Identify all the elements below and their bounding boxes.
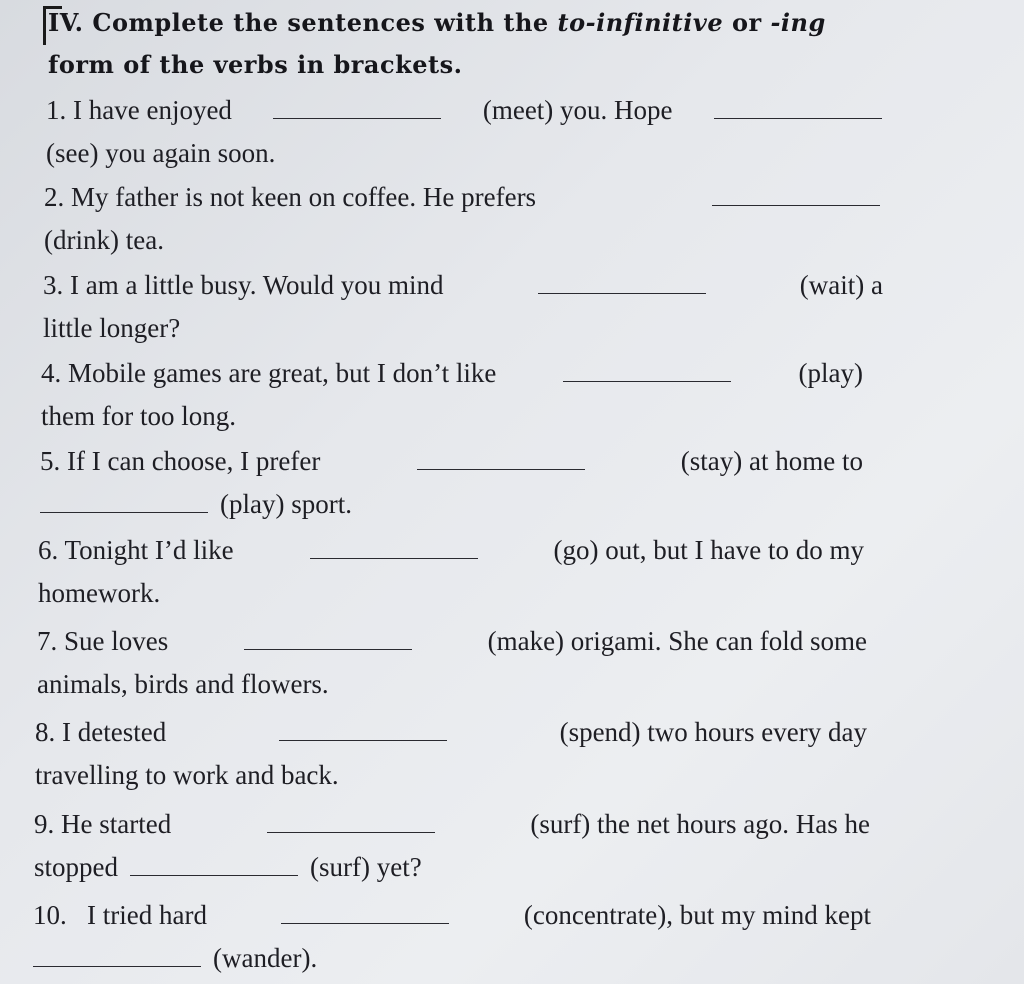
answer-blank[interactable] — [33, 948, 201, 967]
list-item — [41, 352, 863, 438]
item-number: 3. — [43, 270, 64, 300]
item-number: 10. — [33, 900, 67, 930]
item-text: travelling to work and back. — [35, 760, 339, 790]
item-text: (wait) a — [799, 270, 883, 300]
heading-text-1: Complete the sentences with the — [92, 8, 549, 37]
item-text: (surf) yet? — [310, 852, 422, 882]
answer-blank[interactable] — [244, 631, 412, 650]
list-item — [44, 176, 884, 262]
heading-connector: or — [731, 8, 762, 37]
answer-blank[interactable] — [712, 187, 880, 206]
heading-term-infinitive: to-infinitive — [557, 8, 724, 37]
item-number: 2. — [44, 182, 65, 212]
answer-blank[interactable] — [417, 451, 585, 470]
list-item — [34, 803, 870, 889]
answer-blank[interactable] — [563, 363, 731, 382]
item-text: (play) sport. — [220, 489, 352, 519]
item-text: (stay) at home to — [680, 446, 863, 476]
answer-blank[interactable] — [714, 100, 882, 119]
answer-blank[interactable] — [130, 857, 298, 876]
item-number: 8. — [35, 717, 56, 747]
item-text: I detested — [62, 717, 167, 747]
answer-blank[interactable] — [273, 100, 441, 119]
item-text: Tonight I’d like — [64, 535, 234, 565]
item-text: My father is not keen on coffee. He prefers — [71, 182, 537, 212]
item-text: (drink) tea. — [44, 225, 164, 255]
item-text: I tried hard — [87, 900, 207, 930]
item-text: I have enjoyed — [73, 95, 232, 125]
item-text: Sue loves — [64, 626, 169, 656]
item-text: (meet) you. Hope — [482, 95, 673, 125]
answer-blank[interactable] — [279, 722, 447, 741]
list-item — [40, 440, 863, 526]
answer-blank[interactable] — [310, 540, 478, 559]
item-number: 7. — [37, 626, 58, 656]
item-text: little longer? — [43, 313, 181, 343]
item-text: (surf) the net hours ago. Has he — [530, 809, 870, 839]
answer-blank[interactable] — [267, 814, 435, 833]
item-number: 9. — [34, 809, 55, 839]
item-text: (spend) two hours every day — [559, 717, 867, 747]
list-item — [37, 620, 867, 706]
item-text: stopped — [34, 852, 118, 882]
item-text: (see) you again soon. — [46, 138, 276, 168]
answer-blank[interactable] — [40, 494, 208, 513]
item-number: 1. — [46, 95, 67, 125]
list-item — [43, 264, 883, 350]
item-number: 5. — [40, 446, 61, 476]
exercise-heading — [48, 2, 878, 86]
item-text: I am a little busy. Would you mind — [70, 270, 444, 300]
item-text: (concentrate), but my mind kept — [523, 900, 871, 930]
heading-text-2: form of the verbs in brackets. — [48, 50, 463, 79]
item-number: 6. — [38, 535, 59, 565]
list-item — [35, 711, 867, 797]
list-item — [38, 529, 864, 615]
item-text: (play) — [798, 358, 863, 388]
item-text: (make) origami. She can fold some — [487, 626, 867, 656]
answer-blank[interactable] — [538, 275, 706, 294]
exercise-number: IV. — [48, 8, 84, 37]
heading-term-ing: -ing — [770, 8, 826, 37]
answer-blank[interactable] — [281, 905, 449, 924]
item-text: (wander). — [213, 943, 318, 973]
item-number: 4. — [41, 358, 62, 388]
item-text: If I can choose, I prefer — [67, 446, 321, 476]
list-item — [33, 894, 871, 980]
item-text: homework. — [38, 578, 161, 608]
item-text: them for too long. — [41, 401, 236, 431]
list-item — [46, 89, 886, 175]
item-text: animals, birds and flowers. — [37, 669, 329, 699]
item-text: He started — [61, 809, 172, 839]
item-text: Mobile games are great, but I don’t like — [68, 358, 497, 388]
item-text: (go) out, but I have to do my — [553, 535, 864, 565]
